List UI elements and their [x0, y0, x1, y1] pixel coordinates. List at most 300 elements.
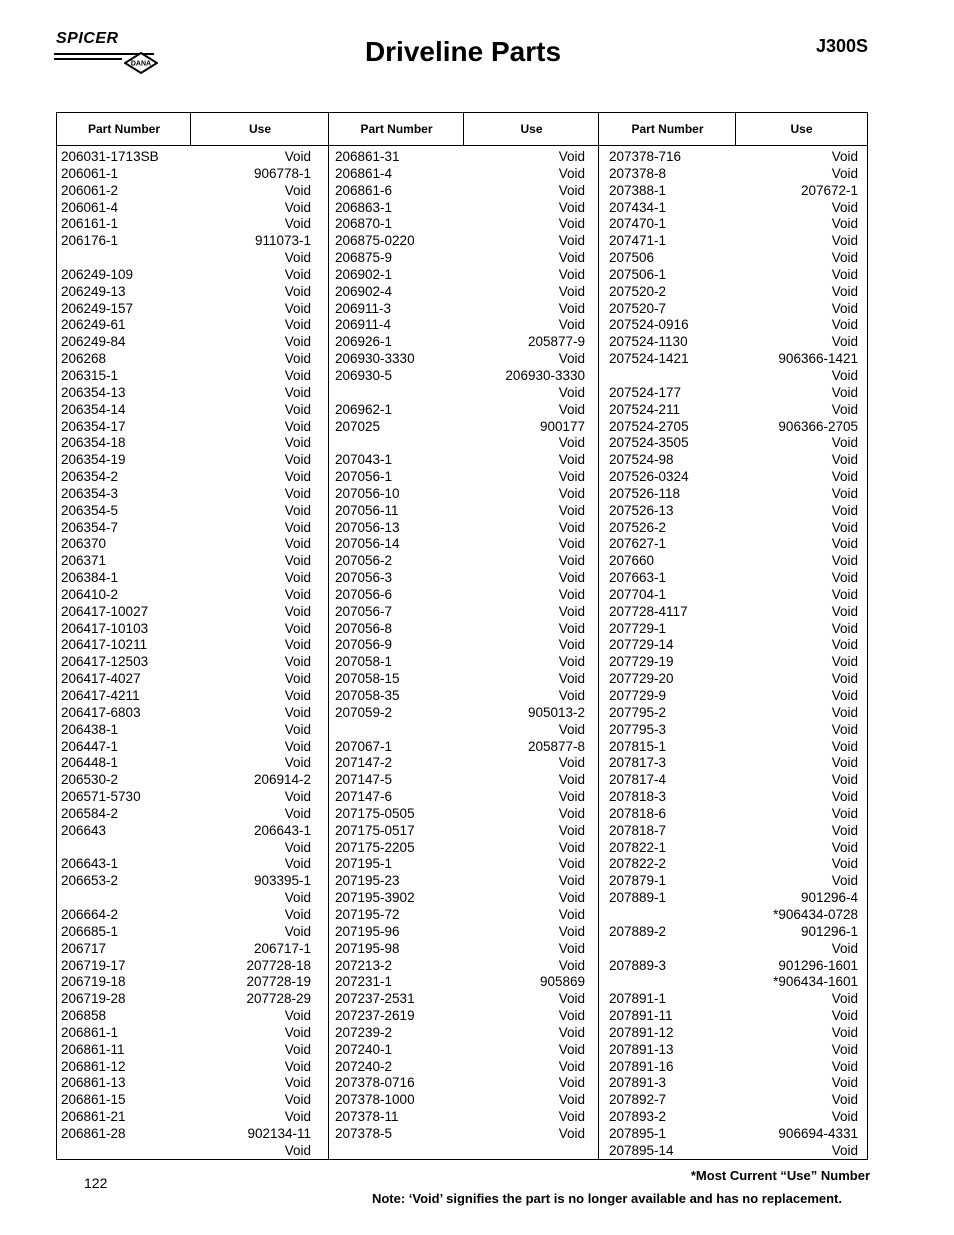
table-row — [609, 705, 858, 722]
table-row — [61, 604, 311, 621]
use-cell: 906694-4331 — [778, 1125, 858, 1141]
parts-table — [56, 112, 868, 1160]
table-row — [335, 1008, 585, 1025]
use-cell: Void — [558, 755, 585, 771]
part-number-cell: 207056-3 — [335, 570, 393, 586]
part-number-cell: 207818-7 — [609, 822, 667, 838]
table-row — [609, 941, 858, 958]
use-cell: Void — [284, 805, 311, 821]
use-cell: 901296-1601 — [778, 957, 858, 973]
part-number-cell: 207056-9 — [335, 637, 393, 653]
use-cell: Void — [284, 923, 311, 939]
part-number-cell: 206354-3 — [61, 485, 119, 501]
part-number-cell: 207058-35 — [335, 688, 400, 703]
header-divider — [463, 113, 464, 145]
table-row — [335, 1092, 585, 1109]
use-cell: Void — [284, 418, 311, 434]
use-cell: 903395-1 — [253, 873, 311, 889]
column-divider — [598, 113, 599, 1159]
use-cell: Void — [558, 923, 585, 939]
part-number-cell: 206031-1713SB — [61, 149, 159, 164]
use-cell: Void — [831, 233, 858, 249]
use-cell: Void — [558, 553, 585, 569]
part-number-cell: 207231-1 — [335, 974, 393, 990]
table-row — [61, 907, 311, 924]
use-cell: Void — [831, 1075, 858, 1091]
table-row — [61, 149, 311, 166]
table-row — [609, 452, 858, 469]
table-row — [609, 419, 858, 436]
part-number-cell: 207378-8 — [609, 165, 667, 181]
use-cell: Void — [831, 671, 858, 687]
use-cell: 207728-19 — [246, 974, 311, 990]
part-number-cell: 206354-2 — [61, 469, 119, 485]
use-cell: 206643-1 — [253, 822, 311, 838]
use-cell: Void — [284, 199, 311, 215]
table-row — [61, 823, 311, 840]
table-row — [335, 216, 585, 233]
table-row — [609, 233, 858, 250]
part-number-cell: 207506 — [609, 250, 655, 266]
use-cell: 205877-8 — [527, 738, 585, 754]
use-cell: Void — [831, 300, 858, 316]
use-cell: 207672-1 — [800, 182, 858, 198]
use-cell: Void — [558, 317, 585, 333]
table-row — [61, 1042, 311, 1059]
table-row — [335, 587, 585, 604]
table-row — [609, 688, 858, 705]
part-number-cell: 206530-2 — [61, 772, 119, 788]
table-row — [335, 890, 585, 907]
part-number-cell: 207240-2 — [335, 1058, 393, 1074]
table-row — [335, 1075, 585, 1092]
part-number-cell: 207175-0517 — [335, 822, 415, 838]
table-row — [335, 924, 585, 941]
header-divider — [190, 113, 191, 145]
part-number-cell: 207195-72 — [335, 906, 400, 922]
part-number-cell: 206417-10211 — [61, 637, 148, 653]
use-cell: Void — [284, 654, 311, 670]
use-cell: Void — [558, 1092, 585, 1108]
part-number-cell: 206268 — [61, 351, 107, 367]
use-cell: Void — [284, 283, 311, 299]
table-row — [61, 671, 311, 688]
part-number-cell: 207892-7 — [609, 1092, 667, 1108]
use-cell: Void — [558, 957, 585, 973]
table-row — [61, 806, 311, 823]
use-cell: Void — [831, 553, 858, 569]
part-number-cell: 207378-1000 — [335, 1092, 415, 1108]
part-number-cell: 207237-2531 — [335, 991, 415, 1007]
table-row — [61, 267, 311, 284]
header-use: Use — [790, 122, 813, 136]
table-row — [335, 840, 585, 857]
brand-mark: DANA — [130, 60, 152, 68]
use-cell: 900177 — [539, 418, 585, 434]
use-cell: Void — [831, 637, 858, 653]
part-number-cell: 207378-716 — [609, 149, 682, 164]
table-row — [609, 907, 858, 924]
part-number-cell: 206417-10027 — [61, 603, 149, 619]
part-number-cell: 207067-1 — [335, 738, 393, 754]
part-number-cell: 206962-1 — [335, 401, 393, 417]
use-cell: Void — [284, 1024, 311, 1040]
table-row — [61, 250, 311, 267]
part-number-cell: 207818-3 — [609, 789, 667, 805]
part-number-cell: 206902-1 — [335, 266, 393, 282]
part-number-cell: 207056-8 — [335, 620, 393, 636]
use-cell: Void — [284, 1008, 311, 1024]
use-cell: Void — [284, 401, 311, 417]
use-cell: Void — [558, 1041, 585, 1057]
use-cell: Void — [284, 1058, 311, 1074]
table-row — [61, 1025, 311, 1042]
part-number-cell: 206176-1 — [61, 233, 119, 249]
table-row — [61, 924, 311, 941]
use-cell: Void — [831, 654, 858, 670]
use-cell: Void — [558, 620, 585, 636]
part-number-cell: 206717 — [61, 940, 107, 956]
table-row — [609, 654, 858, 671]
use-cell: Void — [831, 586, 858, 602]
table-row — [335, 654, 585, 671]
table-row — [61, 873, 311, 890]
table-row — [609, 503, 858, 520]
part-number-cell: 206417-12503 — [61, 654, 149, 670]
use-cell: Void — [284, 688, 311, 703]
use-cell: Void — [558, 906, 585, 922]
use-cell: Void — [284, 603, 311, 619]
use-cell: Void — [831, 721, 858, 737]
use-cell: Void — [558, 856, 585, 872]
part-number-cell: 207213-2 — [335, 957, 393, 973]
table-row — [335, 1109, 585, 1126]
table-row — [61, 317, 311, 334]
table-row — [335, 317, 585, 334]
part-number-cell: 207524-1130 — [609, 334, 688, 350]
use-cell: Void — [831, 839, 858, 855]
part-number-cell: 207195-96 — [335, 923, 400, 939]
part-number-cell: 207434-1 — [609, 199, 667, 215]
use-cell: Void — [831, 199, 858, 215]
table-row — [335, 755, 585, 772]
table-row — [61, 553, 311, 570]
part-number-cell: 207195-23 — [335, 873, 400, 889]
use-cell: Void — [558, 671, 585, 687]
use-cell: Void — [284, 553, 311, 569]
part-number-cell: 207378-0716 — [335, 1075, 415, 1091]
table-row — [609, 789, 858, 806]
table-row — [335, 722, 585, 739]
table-row — [335, 520, 585, 537]
use-cell: 905869 — [539, 974, 585, 990]
part-number-cell: 206315-1 — [61, 367, 119, 383]
use-cell: Void — [831, 469, 858, 485]
table-row — [609, 974, 858, 991]
table-row — [609, 621, 858, 638]
table-row — [61, 536, 311, 553]
page-number: 122 — [84, 1175, 108, 1191]
use-cell: Void — [831, 401, 858, 417]
use-cell: Void — [284, 1041, 311, 1057]
part-number-cell: 207056-2 — [335, 553, 393, 569]
part-number-cell: 207729-20 — [609, 671, 674, 687]
use-cell: Void — [558, 586, 585, 602]
use-cell: Void — [284, 300, 311, 316]
part-number-cell: 207147-6 — [335, 789, 393, 805]
part-number-cell: 207889-1 — [609, 890, 667, 906]
part-number-cell: 207175-2205 — [335, 839, 415, 855]
table-row — [609, 536, 858, 553]
table-row — [609, 587, 858, 604]
table-row — [61, 183, 311, 200]
use-cell: Void — [284, 182, 311, 198]
part-number-cell: 206861-11 — [61, 1041, 125, 1057]
part-number-cell: 206249-157 — [61, 300, 134, 316]
part-number-cell: 207795-2 — [609, 704, 667, 720]
table-row — [609, 520, 858, 537]
part-number-cell: 207817-4 — [609, 772, 667, 788]
table-row — [609, 1126, 858, 1143]
part-number-cell: 207526-2 — [609, 519, 667, 535]
use-cell: Void — [284, 1142, 311, 1158]
use-cell: Void — [831, 1058, 858, 1074]
table-row — [61, 1008, 311, 1025]
use-cell: Void — [558, 266, 585, 282]
use-cell: Void — [831, 149, 858, 164]
table-row — [335, 856, 585, 873]
part-number-cell: 206061-1 — [61, 165, 119, 181]
use-cell: Void — [284, 536, 311, 552]
brand-name: SPICER — [56, 30, 119, 47]
part-number-cell: 207815-1 — [609, 738, 667, 754]
use-cell: Void — [558, 805, 585, 821]
table-row — [335, 233, 585, 250]
table-row — [609, 166, 858, 183]
use-cell: Void — [284, 1092, 311, 1108]
part-number-cell: 207195-1 — [335, 856, 393, 872]
part-number-cell: 206643 — [61, 822, 107, 838]
parts-column-2 — [335, 149, 585, 1143]
use-cell: 906366-2705 — [778, 418, 858, 434]
use-cell: Void — [831, 805, 858, 821]
table-row — [609, 806, 858, 823]
use-cell: Void — [284, 839, 311, 855]
part-number-cell: 206870-1 — [335, 216, 393, 232]
table-row — [609, 722, 858, 739]
table-row — [335, 368, 585, 385]
table-row — [609, 385, 858, 402]
part-number-cell: 206926-1 — [335, 334, 393, 350]
table-row — [609, 991, 858, 1008]
use-cell: Void — [284, 755, 311, 771]
table-row — [61, 200, 311, 217]
use-cell: Void — [558, 1125, 585, 1141]
use-cell: 206914-2 — [253, 772, 311, 788]
table-row — [609, 958, 858, 975]
part-number-cell: 207893-2 — [609, 1109, 667, 1125]
table-row — [61, 419, 311, 436]
part-number-cell: 206911-3 — [335, 300, 392, 316]
table-row — [61, 166, 311, 183]
part-number-cell: 206354-14 — [61, 401, 126, 417]
part-number-cell: 207729-19 — [609, 654, 674, 670]
part-number-cell: 207240-1 — [335, 1041, 393, 1057]
part-number-cell: 206584-2 — [61, 805, 119, 821]
use-cell: Void — [558, 772, 585, 788]
table-row — [61, 233, 311, 250]
part-number-cell: 207506-1 — [609, 266, 667, 282]
use-cell: Void — [284, 384, 311, 400]
table-row — [61, 654, 311, 671]
part-number-cell: 207175-0505 — [335, 805, 415, 821]
use-cell: Void — [558, 789, 585, 805]
part-number-cell: 207520-7 — [609, 300, 667, 316]
part-number-cell: 207891-12 — [609, 1024, 674, 1040]
use-cell: Void — [831, 435, 858, 451]
part-number-cell: 206719-18 — [61, 974, 126, 990]
table-row — [609, 351, 858, 368]
table-row — [609, 284, 858, 301]
table-row — [61, 1075, 311, 1092]
part-number-cell: 206249-61 — [61, 317, 126, 333]
use-cell: Void — [284, 671, 311, 687]
use-cell: Void — [558, 149, 585, 164]
part-number-cell: 207524-3505 — [609, 435, 689, 451]
part-number-cell: 206571-5730 — [61, 789, 141, 805]
part-number-cell: 207056-1 — [335, 469, 393, 485]
use-cell: Void — [558, 1109, 585, 1125]
part-number-cell: 206902-4 — [335, 283, 393, 299]
part-number-cell: 207239-2 — [335, 1024, 393, 1040]
table-row — [61, 1092, 311, 1109]
part-number-cell: 206371 — [61, 553, 107, 569]
table-row — [609, 553, 858, 570]
use-cell: Void — [831, 822, 858, 838]
use-cell: Void — [284, 334, 311, 350]
part-number-cell: 207822-2 — [609, 856, 667, 872]
table-row — [61, 958, 311, 975]
part-number-cell: 206417-10103 — [61, 620, 149, 636]
part-number-cell: 207895-14 — [609, 1142, 674, 1158]
table-row — [61, 1059, 311, 1076]
table-row — [61, 890, 311, 907]
part-number-cell: 207025 — [335, 418, 381, 434]
part-number-cell: 207195-3902 — [335, 890, 415, 906]
use-cell: Void — [558, 300, 585, 316]
table-row — [609, 469, 858, 486]
part-number-cell: 206249-84 — [61, 334, 126, 350]
table-row — [61, 637, 311, 654]
table-row — [61, 974, 311, 991]
use-cell: Void — [558, 165, 585, 181]
part-number-cell: 206417-4211 — [61, 688, 140, 703]
use-cell: Void — [558, 283, 585, 299]
use-cell: Void — [831, 384, 858, 400]
table-row — [335, 789, 585, 806]
void-note: Note: ‘Void’ signifies the part is no longer available and has no replacement. — [371, 1191, 842, 1206]
table-row — [335, 873, 585, 890]
part-number-cell: 206354-17 — [61, 418, 126, 434]
part-number-cell: 207056-13 — [335, 519, 400, 535]
table-row — [335, 452, 585, 469]
use-cell: 206930-3330 — [505, 367, 585, 383]
part-number-cell: 207729-14 — [609, 637, 674, 653]
use-cell: Void — [284, 620, 311, 636]
use-cell: Void — [831, 519, 858, 535]
part-number-cell: 207891-16 — [609, 1058, 674, 1074]
part-number-cell: 207627-1 — [609, 536, 667, 552]
table-row — [335, 402, 585, 419]
use-cell: Void — [284, 452, 311, 468]
part-number-cell: 207524-211 — [609, 401, 681, 417]
use-cell: Void — [284, 435, 311, 451]
table-row — [61, 789, 311, 806]
table-row — [61, 840, 311, 857]
header-part-number: Part Number — [360, 122, 433, 136]
table-row — [61, 216, 311, 233]
part-number-cell: 207818-6 — [609, 805, 667, 821]
part-number-cell: 206861-1 — [61, 1024, 119, 1040]
table-row — [335, 200, 585, 217]
table-row — [335, 503, 585, 520]
table-row — [335, 637, 585, 654]
use-cell: Void — [558, 1008, 585, 1024]
header-use: Use — [520, 122, 543, 136]
use-cell: Void — [831, 620, 858, 636]
use-cell: Void — [558, 822, 585, 838]
part-number-cell: 207526-13 — [609, 502, 674, 518]
part-number-cell: 207524-0916 — [609, 317, 689, 333]
part-number-cell: 207195-98 — [335, 940, 400, 956]
table-row — [609, 1059, 858, 1076]
use-cell: Void — [284, 570, 311, 586]
table-row — [609, 755, 858, 772]
use-cell: Void — [831, 334, 858, 350]
part-number-cell: 206354-13 — [61, 384, 126, 400]
use-cell: Void — [284, 704, 311, 720]
header-use: Use — [248, 122, 271, 136]
use-cell: Void — [558, 199, 585, 215]
part-number-cell: 207526-0324 — [609, 469, 689, 485]
part-number-cell: 207147-2 — [335, 755, 393, 771]
part-number-cell: 207729-9 — [609, 688, 667, 703]
part-number-cell: 206249-13 — [61, 283, 126, 299]
table-row — [61, 334, 311, 351]
table-row — [609, 1092, 858, 1109]
table-row — [609, 840, 858, 857]
part-number-cell: 207729-1 — [609, 620, 667, 636]
part-number-cell: 206370 — [61, 536, 107, 552]
part-number-cell: 207891-3 — [609, 1075, 667, 1091]
table-row — [61, 469, 311, 486]
table-row — [61, 301, 311, 318]
part-number-cell: 207378-5 — [335, 1125, 393, 1141]
parts-column-3 — [609, 149, 858, 1160]
table-row — [61, 402, 311, 419]
use-cell: Void — [831, 789, 858, 805]
part-number-cell: 206417-4027 — [61, 671, 141, 687]
table-row — [609, 334, 858, 351]
table-row — [335, 1042, 585, 1059]
table-row — [61, 368, 311, 385]
part-number-cell: 207889-3 — [609, 957, 667, 973]
parts-column-1 — [61, 149, 311, 1160]
use-cell: Void — [831, 1109, 858, 1125]
use-cell: Void — [558, 435, 585, 451]
use-cell: Void — [284, 906, 311, 922]
part-number-cell: 207879-1 — [609, 873, 667, 889]
